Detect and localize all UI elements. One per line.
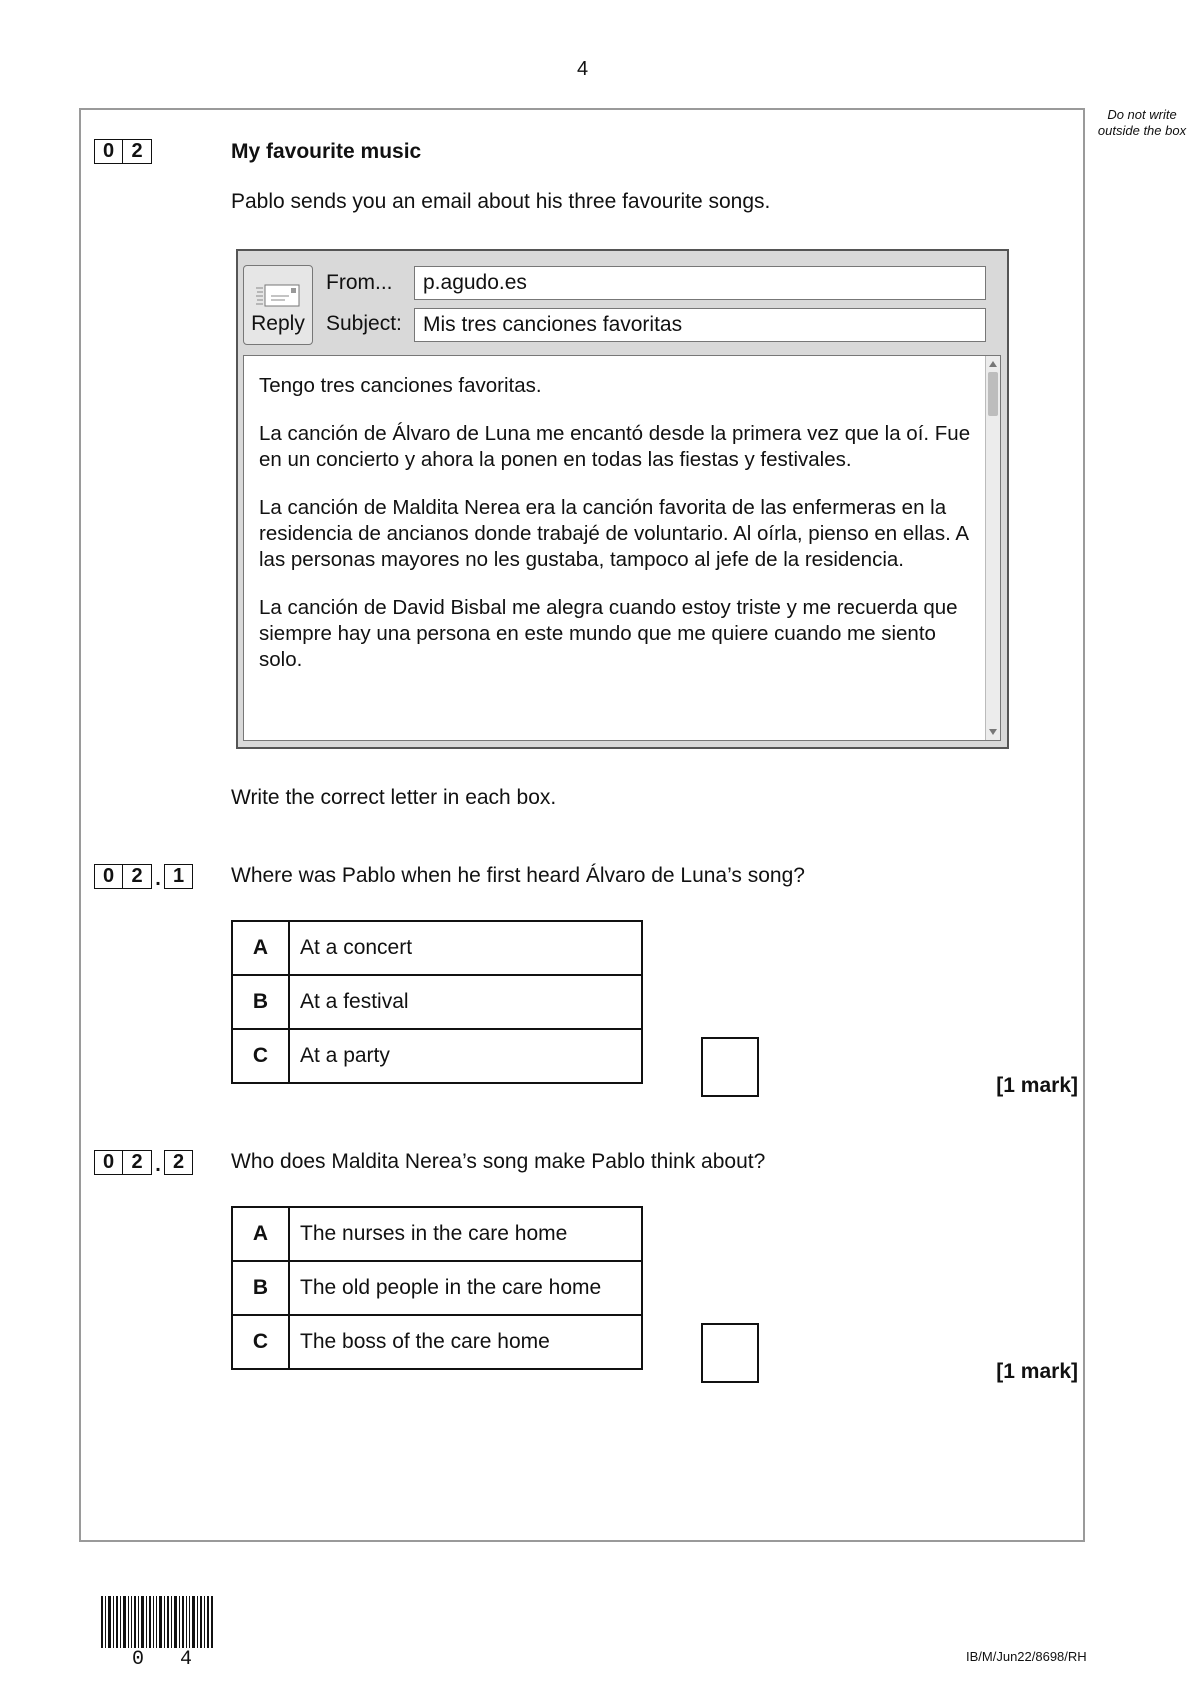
subquestion-prompt: Who does Maldita Nerea’s song make Pablo think about? (231, 1150, 766, 1173)
subquestion-number-digit: 0 (94, 864, 123, 889)
option-row (232, 1207, 642, 1261)
subquestion-number-digit: 1 (164, 864, 193, 889)
option-letter: B (232, 975, 289, 1029)
scroll-down-arrow-icon[interactable] (989, 729, 997, 735)
subquestion-number-digit: 2 (164, 1150, 193, 1175)
question-number (94, 139, 152, 164)
subject-label: Subject: (326, 312, 402, 335)
email-paragraph: La canción de Álvaro de Luna me encantó desde la primera vez que la oí. Fue en un concierto y ahora la ponen en todas las fiestas y festivales. (259, 422, 971, 471)
instruction-text: Write the correct letter in each box. (231, 786, 557, 809)
option-text: At a festival (289, 975, 642, 1029)
option-letter: A (232, 921, 289, 975)
page-number: 4 (576, 58, 589, 80)
option-row (232, 1315, 642, 1369)
question-number-digit: 0 (94, 139, 123, 164)
mark-label: [1 mark] (996, 1360, 1078, 1383)
reply-label: Reply (251, 312, 305, 335)
barcode-image (101, 1596, 213, 1648)
subquestion-number-digit: 2 (123, 1150, 152, 1175)
subquestion-number (94, 1150, 193, 1175)
option-row (232, 1029, 642, 1083)
subquestion-prompt: Where was Pablo when he first heard Álvaro de Luna’s song? (231, 864, 805, 887)
option-text: The nurses in the care home (289, 1207, 642, 1261)
scroll-up-arrow-icon[interactable] (989, 361, 997, 367)
envelope-icon (255, 282, 301, 308)
question-number-digit: 2 (123, 139, 152, 164)
option-letter: C (232, 1029, 289, 1083)
email-paragraph: La canción de Maldita Nerea era la canción favorita de las enfermeras en la residencia de ancianos donde trabajé de voluntario. Al oírla, pienso en ellas. A las personas mayores no les gustaba, tampoco al jefe de la residencia. (259, 496, 968, 571)
option-letter: B (232, 1261, 289, 1315)
subquestion-number-digit: 0 (94, 1150, 123, 1175)
email-window (236, 249, 1009, 749)
option-letter: C (232, 1315, 289, 1369)
reply-button[interactable] (243, 265, 313, 345)
email-content (259, 373, 977, 695)
subquestion-number-dot: . (155, 1154, 161, 1176)
options-table (231, 920, 643, 1084)
option-text: The old people in the care home (289, 1261, 642, 1315)
option-letter: A (232, 1207, 289, 1261)
email-scrollbar[interactable] (985, 356, 1000, 740)
option-text: The boss of the care home (289, 1315, 642, 1369)
margin-note: Do not write outside the box (1097, 107, 1187, 138)
barcode-number: 0 4 (132, 1648, 205, 1671)
options-table (231, 1206, 643, 1370)
from-field[interactable]: p.agudo.es (414, 266, 986, 300)
subquestion-number-dot: . (155, 868, 161, 890)
subject-field[interactable]: Mis tres canciones favoritas (414, 308, 986, 342)
email-paragraph: Tengo tres canciones favoritas. (259, 374, 542, 397)
email-body (243, 355, 1001, 741)
scroll-thumb[interactable] (988, 372, 998, 416)
mark-label: [1 mark] (996, 1074, 1078, 1097)
subquestion-number (94, 864, 193, 889)
option-row (232, 921, 642, 975)
option-row (232, 1261, 642, 1315)
question-title: My favourite music (231, 140, 422, 163)
footer-reference: IB/M/Jun22/8698/RH (966, 1649, 1087, 1664)
subquestion-number-digit: 2 (123, 864, 152, 889)
option-text: At a party (289, 1029, 642, 1083)
answer-box[interactable] (701, 1323, 759, 1383)
question-intro: Pablo sends you an email about his three favourite songs. (231, 190, 771, 213)
from-label: From... (326, 271, 393, 294)
option-row (232, 975, 642, 1029)
answer-box[interactable] (701, 1037, 759, 1097)
option-text: At a concert (289, 921, 642, 975)
email-paragraph: La canción de David Bisbal me alegra cuando estoy triste y me recuerda que siempre hay una persona en este mundo que me quiere cuando me siento solo. (259, 596, 958, 671)
